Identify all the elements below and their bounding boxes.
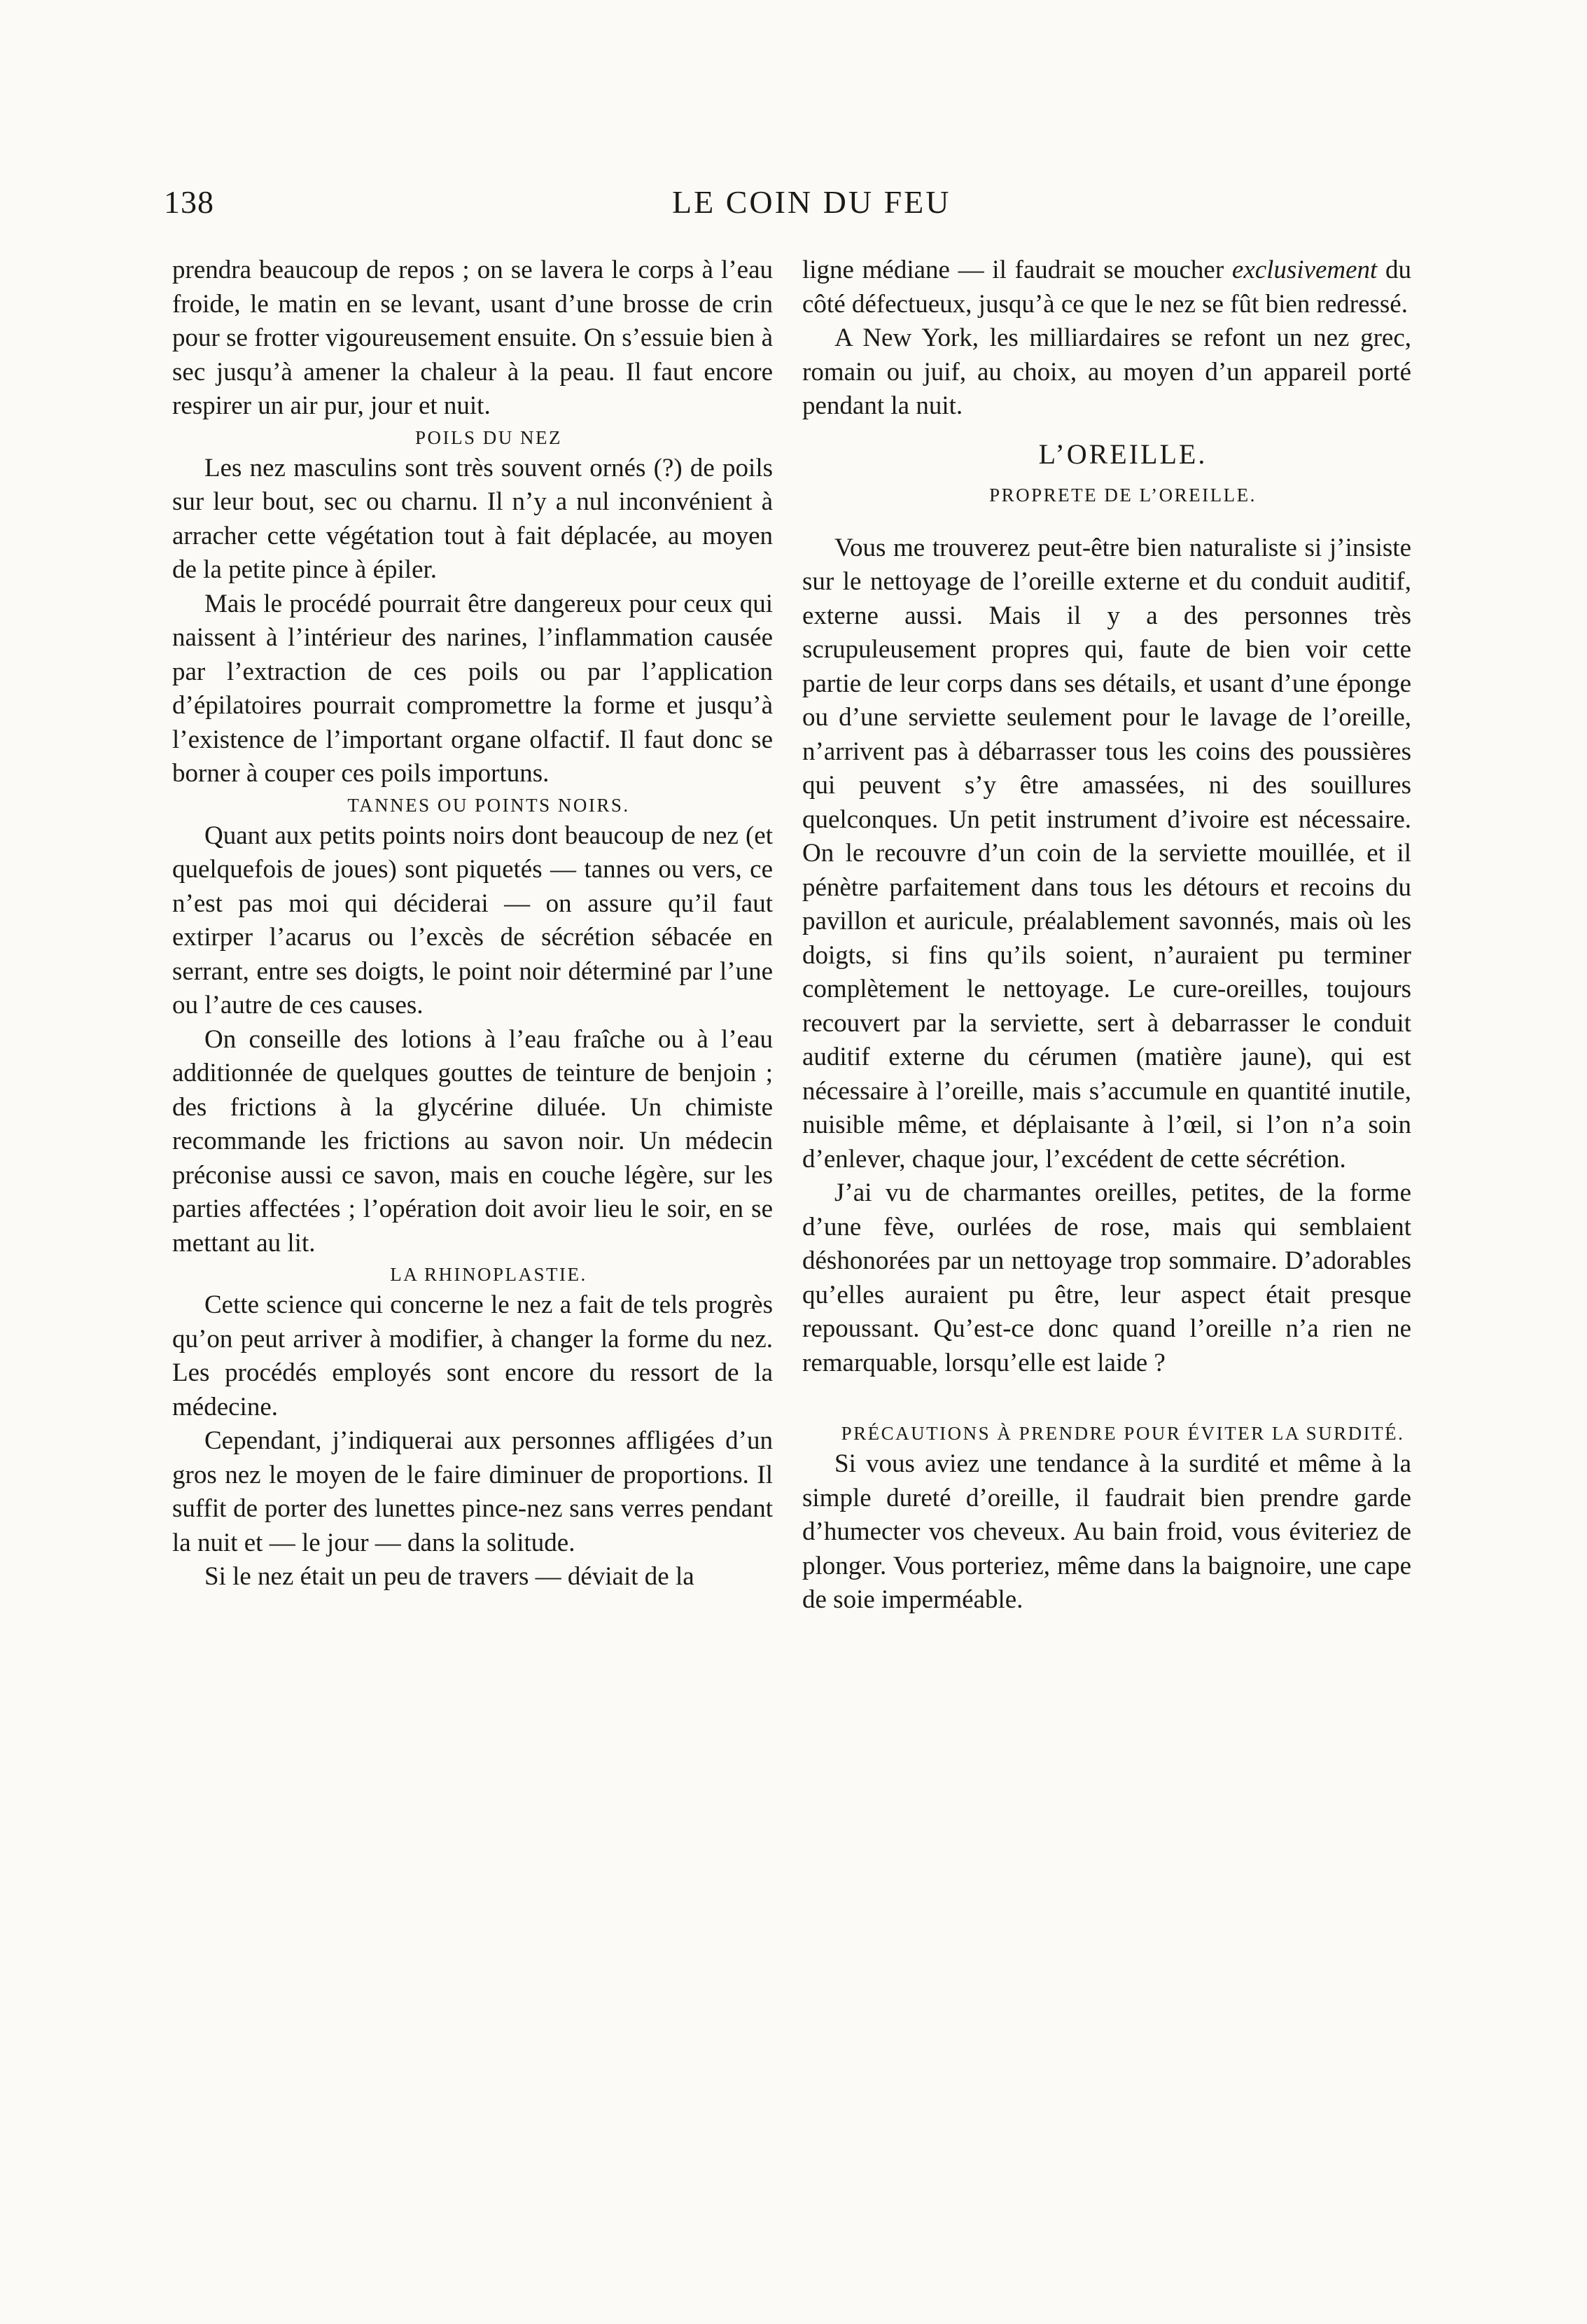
page-number: 138 bbox=[164, 184, 214, 220]
paragraph: prendra beaucoup de repos ; on se lavera le corps à l’eau froide, le matin en se levant, usant d’une brosse de crin pour se frotter vigoureusement ensuite. On s’essuie bien à sec jusqu’à amener la chaleur à la peau. Il faut encore respirer un air pur, jour et nuit. bbox=[172, 256, 773, 420]
paragraph: Mais le procédé pourrait être dangereux pour ceux qui naissent à l’intérieur des narines, l’inflammation causée par l’extraction de ces poils ou par l’application d’épilatoires pourrait compromettre la forme et jusqu’à l’existence de l’important organe olfactif. Il faut donc se borner à couper ces poils importuns. bbox=[172, 589, 773, 788]
section-heading-rhinoplastie: LA RHINOPLASTIE. bbox=[390, 1264, 587, 1285]
text-run: du côté défectueux, jusqu’à ce que le nez se fût bien redressé. bbox=[802, 256, 1412, 319]
subsection-heading-proprete: PROPRETE DE L’OREILLE. bbox=[989, 484, 1257, 506]
section-heading-poils-du-nez: POILS DU NEZ bbox=[415, 426, 562, 448]
paragraph: Cependant, j’indiquerai aux personnes affligées d’un gros nez le moyen de le faire diminuer de proportions. Il suffit de porter des lunettes pince-nez sans verres pendant la nuit et — le jour — dans la solitude. bbox=[172, 1426, 773, 1557]
section-heading-precautions: PRÉCAUTIONS À PRENDRE POUR ÉVITER LA SURDITÉ. bbox=[841, 1423, 1405, 1444]
italic-text: exclusivement bbox=[1231, 256, 1378, 284]
paragraph: Quant aux petits points noirs dont beaucoup de nez (et quelquefois de joues) sont piquetés — tannes ou vers, ce n’est pas moi qui déciderai — on assure qu’il faut extirper l’acarus ou l’excès de sécrétion sébacée en serrant, entre ses doigts, le point noir déterminé par l’une ou l’autre de ces causes. bbox=[172, 821, 773, 1020]
paragraph: Si le nez était un peu de travers — déviait de la bbox=[204, 1562, 694, 1591]
paragraph: On conseille des lotions à l’eau fraîche ou à l’eau additionnée de quelques gouttes de teinture de benjoin ; des frictions à la glycérine diluée. Un chimiste recommande les frictions au savon noir. Un médecin préconise aussi ce savon, mais en couche légère, sur les parties affectées ; l’opération doit avoir lieu le soir, en se mettant au lit. bbox=[172, 1024, 773, 1258]
running-head: LE COIN DU FEU bbox=[672, 184, 951, 220]
right-column bbox=[802, 253, 1411, 1617]
paragraph: A New York, les milliardaires se refont un nez grec, romain ou juif, au choix, au moyen d’un appareil porté pendant la nuit. bbox=[802, 323, 1411, 420]
paragraph: Cette science qui concerne le nez a fait de tels progrès qu’on peut arriver à modifier, à changer la forme du nez. Les procédés employés sont encore du ressort de la médecine. bbox=[172, 1290, 773, 1421]
section-heading-tannes: TANNES OU POINTS NOIRS. bbox=[347, 794, 630, 816]
paragraph: Si vous aviez une tendance à la surdité et même à la simple dureté d’oreille, il faudrait bien prendre garde d’humecter vos cheveux. Au bain froid, vous éviteriez de plonger. Vous porteriez, même dans la baignoire, une cape de soie imperméable. bbox=[802, 1449, 1411, 1614]
paragraph: Les nez masculins sont très souvent ornés (?) de poils sur leur bout, sec ou charnu. Il n’y a nul inconvénient à arracher cette végétation tout à fait déplacée, au moyen de la petite pince à épiler. bbox=[172, 453, 773, 584]
paragraph bbox=[802, 253, 1411, 321]
paragraph: Vous me trouverez peut-être bien naturaliste si j’insiste sur le nettoyage de l’oreille externe et du conduit auditif, externe aussi. Mais il y a des personnes très scrupuleusement propres qui, faute de bien voir cette partie de leur corps dans ses détails, et usant d’une éponge ou d’une serviette seulement pour le lavage de l’oreille, n’arrivent pas à débarrasser tous les coins des poussières qui peuvent s’y être amassées, ni des souillures quelconques. Un petit instrument d’ivoire est nécessaire. On le recouvre d’un coin de la serviette mouillée, et il pénètre parfaitement dans tous les détours et recoins du pavillon et auricule, préalablement savonnés, mais où les doigts, si fins qu’ils soient, n’auraient pu terminer complètement le nettoyage. Le cure-oreilles, toujours recouvert par la serviette, sert à debarrasser le conduit auditif externe du cérumen (matière jaune), qui est nécessaire à l’oreille, mais s’accumule en quantité inutile, nuisible même, et déplaisante à l’œil, si l’on n’a soin d’enlever, chaque jour, l’excédent de cette sécrétion. bbox=[802, 533, 1411, 1174]
text-run: ligne médiane — il faudrait se moucher bbox=[802, 256, 1232, 284]
paragraph: J’ai vu de charmantes oreilles, petites, de la forme d’une fève, ourlées de rose, mais qui semblaient déshonorées par un nettoyage trop sommaire. D’adorables qu’elles auraient pu être, leur aspect était presque repoussant. Qu’est-ce donc quand l’oreille n’a rien ne remarquable, lorsqu’elle est laide ? bbox=[802, 1178, 1411, 1377]
left-column bbox=[172, 253, 773, 1594]
section-heading-oreille: L’OREILLE. bbox=[1038, 438, 1208, 470]
